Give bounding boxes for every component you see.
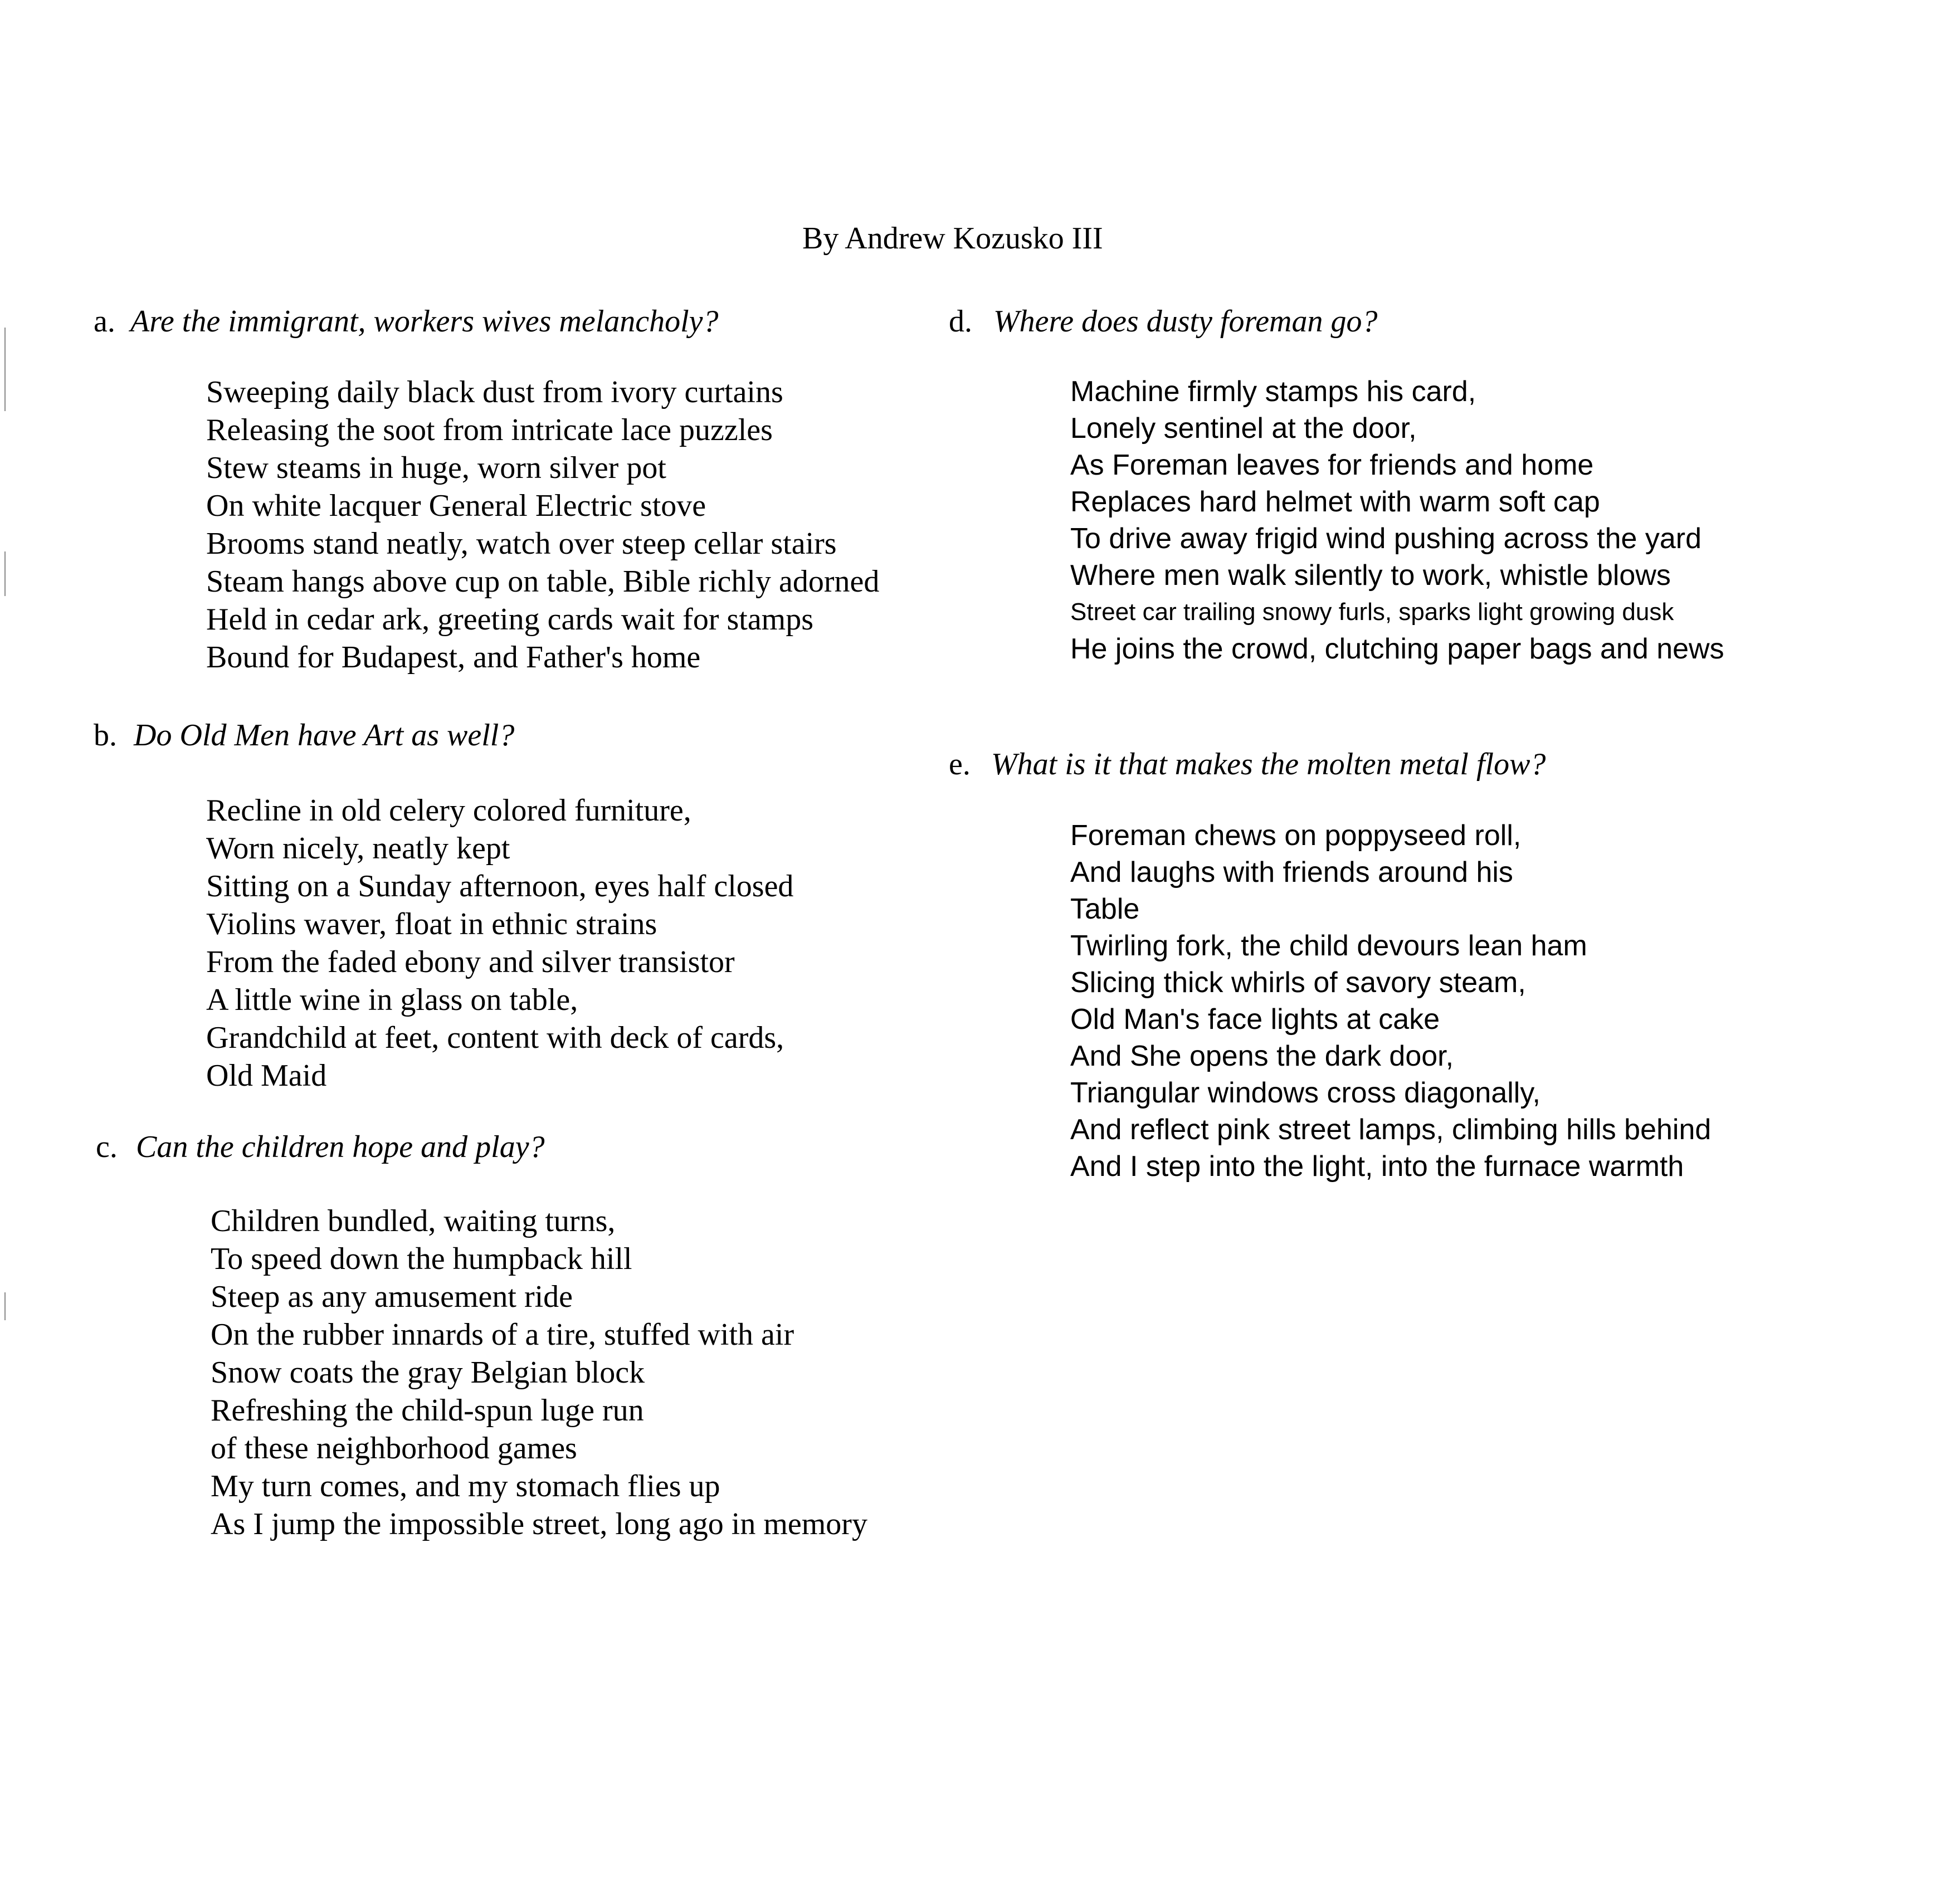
section-marker: c. — [96, 1130, 118, 1164]
poem-line: Steep as any amusement ride — [211, 1280, 573, 1314]
poem-line: A little wine in glass on table, — [206, 983, 578, 1017]
poem-line: Steam hangs above cup on table, Bible richly adorned — [206, 564, 880, 599]
poem-line: Old Maid — [206, 1058, 327, 1093]
poem-line: Snow coats the gray Belgian block — [211, 1355, 645, 1390]
question-text: Do Old Men have Art as well? — [134, 718, 515, 753]
poem-line: Refreshing the child-spun luge run — [211, 1393, 644, 1428]
poem-line: To drive away frigid wind pushing across the yard — [1070, 523, 1702, 555]
section-marker: d. — [949, 304, 972, 339]
poem-line: And reflect pink street lamps, climbing hills behind — [1070, 1114, 1712, 1146]
poem-line: Violins waver, float in ethnic strains — [206, 907, 657, 941]
poem-line: He joins the crowd, clutching paper bags and news — [1070, 633, 1724, 665]
poem-line: Sitting on a Sunday afternoon, eyes half closed — [206, 869, 794, 904]
scan-edge-mark — [4, 1292, 6, 1320]
poem-line: Sweeping daily black dust from ivory curtains — [206, 375, 783, 409]
stanza — [1070, 373, 1724, 667]
section-marker: a. — [94, 304, 115, 339]
poem-line: As Foreman leaves for friends and home — [1070, 449, 1594, 481]
scan-edge-mark — [4, 551, 6, 596]
poem-line: Foreman chews on poppyseed roll, — [1070, 819, 1522, 852]
poem-line: Twirling fork, the child devours lean ham — [1070, 930, 1587, 962]
question-text: Where does dusty foreman go? — [993, 304, 1378, 339]
poem-line: From the faded ebony and silver transistor — [206, 945, 735, 979]
poem-line: Triangular windows cross diagonally, — [1070, 1077, 1540, 1109]
poem-line: Recline in old celery colored furniture, — [206, 793, 691, 828]
stanza — [211, 1202, 867, 1543]
stanza — [206, 792, 793, 1095]
poem-line: Machine firmly stamps his card, — [1070, 375, 1476, 408]
poem-line: of these neighborhood games — [211, 1431, 577, 1466]
poem-line: And I step into the light, into the furnace warmth — [1070, 1150, 1684, 1183]
poem-line: Where men walk silently to work, whistle blows — [1070, 559, 1671, 592]
poem-line: And She opens the dark door, — [1070, 1040, 1454, 1072]
poem-line: Brooms stand neatly, watch over steep cellar stairs — [206, 526, 837, 561]
poem-line: Stew steams in huge, worn silver pot — [206, 451, 666, 485]
poem-line: Slicing thick whirls of savory steam, — [1070, 966, 1526, 999]
section-marker: b. — [94, 718, 117, 753]
section-marker: e. — [949, 747, 971, 782]
question-text: What is it that makes the molten metal flow? — [991, 747, 1546, 782]
poem-line: Worn nicely, neatly kept — [206, 831, 510, 866]
poem-line: As I jump the impossible street, long ago in memory — [211, 1507, 867, 1541]
poem-line: Releasing the soot from intricate lace puzzles — [206, 413, 773, 447]
poem-line: Table — [1070, 893, 1140, 925]
poem-line: Children bundled, waiting turns, — [211, 1204, 616, 1238]
poem-line: On the rubber innards of a tire, stuffed with air — [211, 1317, 794, 1352]
poem-line: And laughs with friends around his — [1070, 856, 1513, 888]
question-text: Are the immigrant, workers wives melancholy? — [130, 304, 719, 339]
scan-edge-mark — [4, 328, 6, 411]
question-text: Can the children hope and play? — [136, 1130, 545, 1164]
author-byline: By Andrew Kozusko III — [802, 221, 1103, 256]
stanza — [206, 373, 879, 676]
poem-line: Old Man's face lights at cake — [1070, 1003, 1440, 1036]
poem-line: Grandchild at feet, content with deck of cards, — [206, 1021, 784, 1055]
poem-line: Held in cedar ark, greeting cards wait for stamps — [206, 602, 814, 637]
poem-line: Street car trailing snowy furls, sparks light growing dusk — [1070, 598, 1674, 626]
poem-line: To speed down the humpback hill — [211, 1242, 632, 1276]
stanza — [1070, 817, 1711, 1185]
poem-line: My turn comes, and my stomach flies up — [211, 1469, 720, 1503]
poem-line: On white lacquer General Electric stove — [206, 489, 706, 523]
poem-line: Lonely sentinel at the door, — [1070, 412, 1417, 445]
poem-line: Bound for Budapest, and Father's home — [206, 640, 701, 675]
poem-line: Replaces hard helmet with warm soft cap — [1070, 486, 1600, 518]
